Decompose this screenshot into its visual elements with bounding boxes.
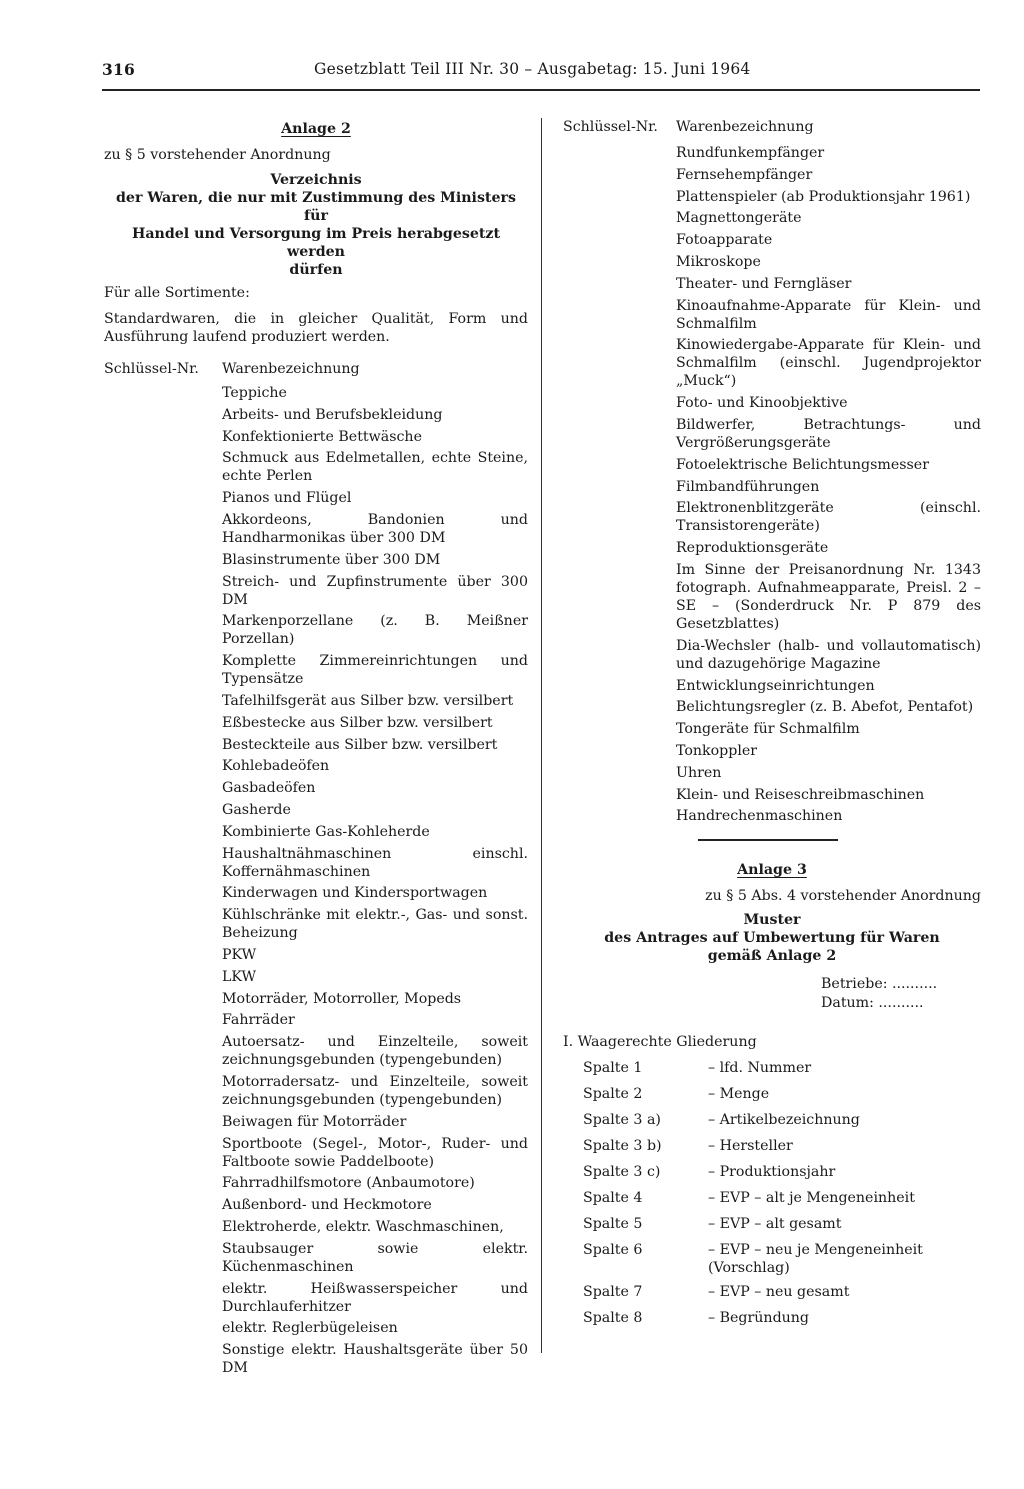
spalte-row [583,1309,981,1329]
anlage3-heading: Anlage 3 [737,862,807,879]
list-item: Konfektionierte Bettwäsche [222,428,422,445]
spalte-label: Spalte 1 [583,1060,643,1077]
anlage3-ref: zu § 5 Abs. 4 vorstehender Anordnung [705,888,981,905]
items-right [563,144,981,825]
list-item: Uhren [676,764,722,781]
spalte-value: – EVP – neu je Mengeneinheit (Vorschlag) [708,1242,923,1277]
for-all-label: Für alle Sortimente: [104,285,250,301]
list-item: Theater- und Ferngläser [676,275,852,292]
betriebe-field: Betriebe: .......... [821,976,938,993]
spalte-row [583,1059,981,1079]
anlage3-title-line: Muster [743,912,801,929]
list-item: Im Sinne der Preisanordnung Nr. 1343 fotograph. Aufnahmeapparate, Preisl. 2 – SE – (Sonderdruck Nr. P 879 des Gesetzblattes) [676,561,981,632]
list-item: elektr. Reglerbügeleisen [222,1320,398,1337]
standard-paragraph: Standardwaren, die in gleicher Qualität, Form und Ausführung laufend produziert werden. [104,311,528,345]
list-item: Streich- und Zupfinstrumente über 300 DM [222,573,528,608]
list-item: Elektronenblitzgeräte (einschl. Transistorengeräte) [676,500,981,535]
datum-field: Datum: .......... [821,995,924,1012]
list-item: Filmbandführungen [676,478,820,495]
spalte-row [583,1163,981,1183]
list-item: Rundfunkempfänger [676,145,825,161]
list-item: Kinoaufnahme-Apparate für Klein- und Schmalfilm [676,297,981,332]
spalte-row [583,1241,981,1277]
list-item: Motorräder, Motorroller, Mopeds [222,990,462,1007]
list-item: Handrechenmaschinen [676,808,843,825]
column-divider [541,118,542,1353]
list-item: Belichtungsregler (z. B. Abefot, Pentafot) [676,699,974,716]
list-item: Kombinierte Gas-Kohleherde [222,823,430,840]
list-item: Besteckteile aus Silber bzw. versilbert [222,736,498,753]
list-item: Bildwerfer, Betrachtungs- und Vergrößerungsgeräte [676,416,981,451]
spalte-row [583,1137,981,1157]
col-key-label: Schlüssel-Nr. [104,361,199,377]
anlage2-ref: zu § 5 vorstehender Anordnung [104,147,331,163]
spalte-label: Spalte 8 [583,1310,643,1327]
list-item: Kinderwagen und Kindersportwagen [222,885,488,902]
list-item: Magnettongeräte [676,210,802,227]
spalte-value: – Menge [708,1086,770,1103]
spalte-value: – Begründung [708,1310,810,1327]
anlage2-title-line: Verzeichnis [270,172,362,188]
spalte-label: Spalte 4 [583,1190,643,1207]
header-title: Gesetzblatt Teil III Nr. 30 – Ausgabetag: 15. Juni 1964 [314,60,751,78]
list-item: Autoersatz- und Einzelteile, soweit zeichnungsgebunden (typengebunden) [222,1034,528,1069]
anlage2-title [104,171,528,279]
list-item: Gasherde [222,801,291,818]
form-meta [821,975,981,1013]
list-item: Dia-Wechsler (halb- und vollautomatisch) und dazugehörige Magazine [676,637,981,672]
list-item: elektr. Heißwasserspeicher und Durchlauferhitzer [222,1280,528,1315]
list-item: LKW [222,968,257,985]
anlage3-title-line: des Antrages auf Umbewertung für Waren [604,930,940,947]
list-item: Blasinstrumente über 300 DM [222,551,441,568]
left-column [104,120,528,1381]
list-item: PKW [222,946,257,963]
list-item: Fahrradhilfsmotore (Anbaumotore) [222,1175,475,1192]
list-item: Arbeits- und Berufsbekleidung [222,406,443,423]
col-desc-label: Warenbezeichnung [676,119,814,135]
section-heading: I. Waagerechte Gliederung [563,1034,757,1051]
list-item: Foto- und Kinoobjektive [676,395,848,412]
list-item: Haushaltnähmaschinen einschl. Koffernähmaschinen [222,845,528,880]
anlage3-title [563,911,981,965]
list-item: Sonstige elektr. Haushaltsgeräte über 50 DM [222,1342,528,1377]
spalte-label: Spalte 2 [583,1086,643,1103]
list-item: Kohlebadeöfen [222,758,330,775]
spalte-label: Spalte 3 a) [583,1112,661,1129]
spalte-label: Spalte 3 c) [583,1164,661,1181]
spalte-value: – lfd. Nummer [708,1060,812,1077]
spalten-list [583,1059,981,1329]
spalte-value: – EVP – alt gesamt [708,1216,842,1233]
spalte-label: Spalte 5 [583,1216,643,1233]
spalte-value: – EVP – neu gesamt [708,1284,850,1301]
table-header-right [563,118,981,138]
list-item: Elektroherde, elektr. Waschmaschinen, [222,1218,504,1235]
list-item: Tonkoppler [676,742,758,759]
anlage2-title-line: dürfen [289,262,343,278]
spalte-value: – Produktionsjahr [708,1164,836,1181]
anlage2-heading: Anlage 2 [281,121,351,137]
list-item: Tongeräte für Schmalfilm [676,721,860,738]
list-item: Motorradersatz- und Einzelteile, soweit zeichnungsgebunden (typengebunden) [222,1073,528,1108]
list-item: Pianos und Flügel [222,490,352,507]
list-item: Fernsehempfänger [676,166,813,183]
list-item: Akkordeons, Bandonien und Handharmonikas über 300 DM [222,511,528,546]
list-item: Eßbestecke aus Silber bzw. versilbert [222,714,493,731]
spalte-label: Spalte 6 [583,1242,643,1259]
spalte-row [583,1283,981,1303]
list-item: Mikroskope [676,253,761,270]
spalte-label: Spalte 3 b) [583,1138,662,1155]
spalte-row [583,1189,981,1209]
anlage2-title-line: Handel und Versorgung im Preis herabgesetzt werden [131,226,501,260]
list-item: Entwicklungseinrichtungen [676,677,875,694]
col-key-label: Schlüssel-Nr. [563,119,658,135]
list-item: Teppiche [222,385,287,401]
list-item: Komplette Zimmereinrichtungen und Typensätze [222,653,528,688]
list-item: Sportboote (Segel-, Motor-, Ruder- und Faltboote sowie Paddelboote) [222,1135,528,1170]
spalte-row [583,1085,981,1105]
list-item: Fotoapparate [676,232,773,249]
spalte-row [583,1215,981,1235]
anlage3-title-line: gemäß Anlage 2 [707,948,837,965]
spalte-label: Spalte 7 [583,1284,643,1301]
list-item: Markenporzellane (z. B. Meißner Porzellan) [222,613,528,648]
list-item: Reproduktionsgeräte [676,540,829,557]
page-header [102,60,980,86]
list-item: Tafelhilfsgerät aus Silber bzw. versilbert [222,692,514,709]
header-rule [102,89,980,91]
list-item: Kühlschränke mit elektr.-, Gas- und sonst. Beheizung [222,907,528,942]
list-item: Außenbord- und Heckmotore [222,1197,432,1214]
list-item: Beiwagen für Motorräder [222,1113,407,1130]
col-desc-label: Warenbezeichnung [222,361,360,377]
list-item: Klein- und Reiseschreibmaschinen [676,786,925,803]
list-item: Fotoelektrische Belichtungsmesser [676,456,929,473]
spalte-value: – EVP – alt je Mengeneinheit [708,1190,915,1207]
list-item: Fahrräder [222,1012,295,1029]
spalte-value: – Hersteller [708,1138,793,1155]
right-column [563,118,981,1335]
spalte-value: – Artikelbezeichnung [708,1112,860,1129]
items-left [104,384,528,1377]
list-item: Staubsauger sowie elektr. Küchenmaschinen [222,1240,528,1275]
list-item: Kinowiedergabe-Apparate für Klein- und Schmalfilm (einschl. Jugendprojektor „Muck“) [676,337,981,390]
list-item: Gasbadeöfen [222,780,316,797]
page-number: 316 [102,60,135,79]
section-separator [698,839,838,841]
list-item: Schmuck aus Edelmetallen, echte Steine, echte Perlen [222,450,528,485]
table-header-left [104,360,528,380]
list-item: Plattenspieler (ab Produktionsjahr 1961) [676,188,971,205]
anlage2-title-line: der Waren, die nur mit Zustimmung des Ministers für [116,190,516,224]
spalte-row [583,1111,981,1131]
